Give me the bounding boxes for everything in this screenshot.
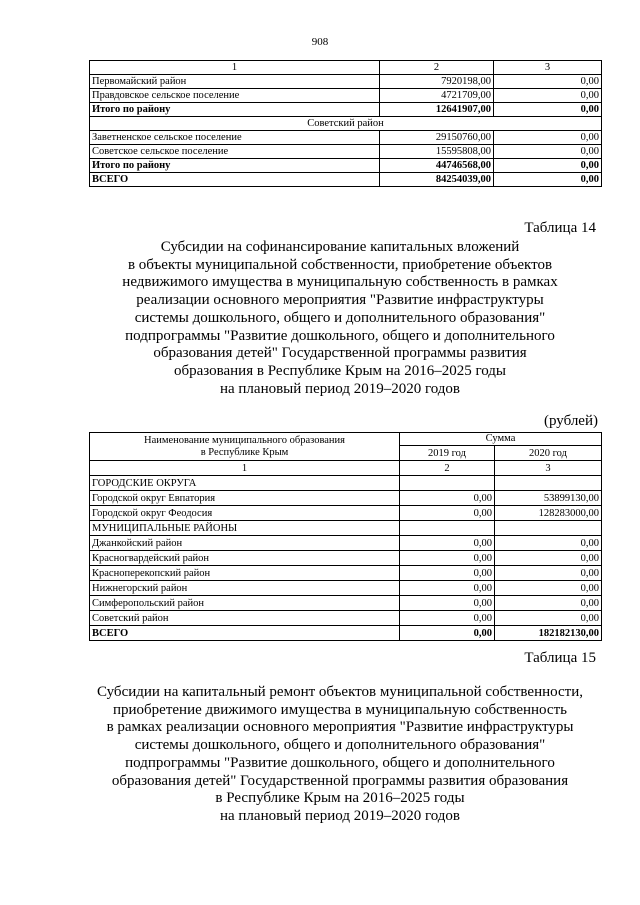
row-value-2020: 0,00 — [495, 566, 602, 581]
continued-table — [89, 60, 602, 187]
row-value: 0,00 — [494, 145, 602, 159]
row-value-2020: 0,00 — [495, 551, 602, 566]
column-header-2019: 2019 год — [400, 446, 495, 461]
row-value-2020: 0,00 — [495, 596, 602, 611]
table-14-label: Таблица 14 — [524, 220, 596, 236]
row-value-2019: 0,00 — [400, 596, 495, 611]
table-row — [90, 89, 602, 103]
row-value: 0,00 — [494, 89, 602, 103]
heading-line: в объекты муниципальной собственности, приобретение объектов — [127, 256, 553, 273]
table-14-header-row — [90, 433, 602, 446]
row-value: 0,00 — [494, 103, 602, 117]
table-row — [90, 521, 602, 536]
row-value — [400, 521, 495, 536]
page-number: 908 — [311, 36, 329, 48]
row-name: Заветненское сельское поселение — [90, 131, 380, 145]
heading-line: приобретение движимого имущества в муниципальную собственность — [113, 701, 567, 718]
column-number: 2 — [380, 61, 494, 75]
heading-line: реализации основного мероприятия "Развитие инфраструктуры — [136, 292, 544, 309]
heading-line: в Республике Крым на 2016–2025 годы — [215, 790, 465, 807]
row-value-2019: 0,00 — [400, 506, 495, 521]
table-row — [90, 159, 602, 173]
row-name: Красногвардейский район — [90, 551, 400, 566]
table-row — [90, 173, 602, 187]
table-row — [90, 117, 602, 131]
row-value-2020: 0,00 — [495, 611, 602, 626]
table-row — [90, 491, 602, 506]
row-value-2020: 0,00 — [495, 581, 602, 596]
row-value — [495, 521, 602, 536]
row-name: ВСЕГО — [90, 173, 380, 187]
heading-line: Субсидии на софинансирование капитальных вложений — [160, 239, 520, 255]
table-row — [90, 506, 602, 521]
column-header-sum: Сумма — [400, 433, 602, 446]
row-name: Первомайский район — [90, 75, 380, 89]
table-row — [90, 551, 602, 566]
table-row — [90, 581, 602, 596]
row-value: 0,00 — [494, 159, 602, 173]
row-value: 4721709,00 — [380, 89, 494, 103]
row-value — [400, 476, 495, 491]
row-name: Симферопольский район — [90, 596, 400, 611]
column-number: 3 — [495, 461, 602, 476]
table-14 — [89, 432, 602, 641]
table-row — [90, 476, 602, 491]
table-15-label: Таблица 15 — [524, 650, 596, 666]
column-number: 2 — [400, 461, 495, 476]
row-value: 0,00 — [494, 75, 602, 89]
row-value: 29150760,00 — [380, 131, 494, 145]
heading-line: образования в Республике Крым на 2016–2025 годы — [173, 362, 507, 379]
section-header: ГОРОДСКИЕ ОКРУГА — [90, 476, 400, 491]
table-row — [90, 131, 602, 145]
row-name: ВСЕГО — [90, 626, 400, 641]
heading-line: подпрограммы "Развитие дошкольного, общего и дополнительного — [125, 754, 555, 771]
table-row — [90, 145, 602, 159]
row-value-2020: 0,00 — [495, 536, 602, 551]
heading-line: на плановый период 2019–2020 годов — [219, 807, 461, 824]
row-value: 12641907,00 — [380, 103, 494, 117]
row-name: Нижнегорский район — [90, 581, 400, 596]
row-value-2020: 128283000,00 — [495, 506, 602, 521]
table-row — [90, 103, 602, 117]
row-name: Красноперекопский район — [90, 566, 400, 581]
heading-line: системы дошкольного, общего и дополнительного образования" — [134, 737, 546, 754]
table-row — [90, 626, 602, 641]
row-value-2019: 0,00 — [400, 536, 495, 551]
row-name: Городской округ Феодосия — [90, 506, 400, 521]
row-value-2019: 0,00 — [400, 566, 495, 581]
column-header-2020: 2020 год — [495, 446, 602, 461]
row-value-2019: 0,00 — [400, 611, 495, 626]
table-header-row — [90, 61, 602, 75]
table-15-heading — [60, 684, 620, 826]
row-value: 0,00 — [494, 131, 602, 145]
table-row — [90, 596, 602, 611]
table-row — [90, 566, 602, 581]
row-value: 0,00 — [494, 173, 602, 187]
table-14-heading — [60, 239, 620, 398]
heading-line: в рамках реализации основного мероприятия "Развитие инфраструктуры — [106, 719, 574, 736]
row-value-2020: 182182130,00 — [495, 626, 602, 641]
row-value-2019: 0,00 — [400, 551, 495, 566]
table-14-column-numbers — [90, 461, 602, 476]
row-value: 7920198,00 — [380, 75, 494, 89]
row-name: Советский район — [90, 611, 400, 626]
row-name: Итого по району — [90, 103, 380, 117]
heading-line: образования детей" Государственной программы развития образования — [111, 772, 569, 789]
row-value: 15595808,00 — [380, 145, 494, 159]
row-value — [495, 476, 602, 491]
units-label: (рублей) — [543, 413, 598, 429]
row-value: 84254039,00 — [380, 173, 494, 187]
heading-line: на плановый период 2019–2020 годов — [219, 380, 461, 397]
row-name: Итого по району — [90, 159, 380, 173]
column-number: 3 — [494, 61, 602, 75]
row-value-2019: 0,00 — [400, 491, 495, 506]
column-number: 1 — [90, 61, 380, 75]
table-row — [90, 536, 602, 551]
section-header: МУНИЦИПАЛЬНЫЕ РАЙОНЫ — [90, 521, 400, 536]
row-value-2020: 53899130,00 — [495, 491, 602, 506]
table-row — [90, 611, 602, 626]
row-name: Советское сельское поселение — [90, 145, 380, 159]
column-header-name: Наименование муниципального образования в Республике Крым — [90, 433, 400, 461]
row-value-2019: 0,00 — [400, 626, 495, 641]
row-name: Джанкойский район — [90, 536, 400, 551]
heading-line: недвижимого имущества в муниципальную собственность в рамках — [122, 274, 558, 291]
row-name: Правдовское сельское поселение — [90, 89, 380, 103]
row-name: Городской округ Евпатория — [90, 491, 400, 506]
heading-line: системы дошкольного, общего и дополнительного образования" — [134, 309, 546, 326]
row-value: 44746568,00 — [380, 159, 494, 173]
section-header: Советский район — [90, 117, 602, 131]
table-row — [90, 75, 602, 89]
column-number: 1 — [90, 461, 400, 476]
row-value-2019: 0,00 — [400, 581, 495, 596]
heading-line: образования детей" Государственной программы развития — [153, 345, 527, 362]
heading-line: подпрограммы "Развитие дошкольного, общего и дополнительного — [125, 327, 555, 344]
heading-line: Субсидии на капитальный ремонт объектов муниципальной собственности, — [97, 684, 583, 700]
